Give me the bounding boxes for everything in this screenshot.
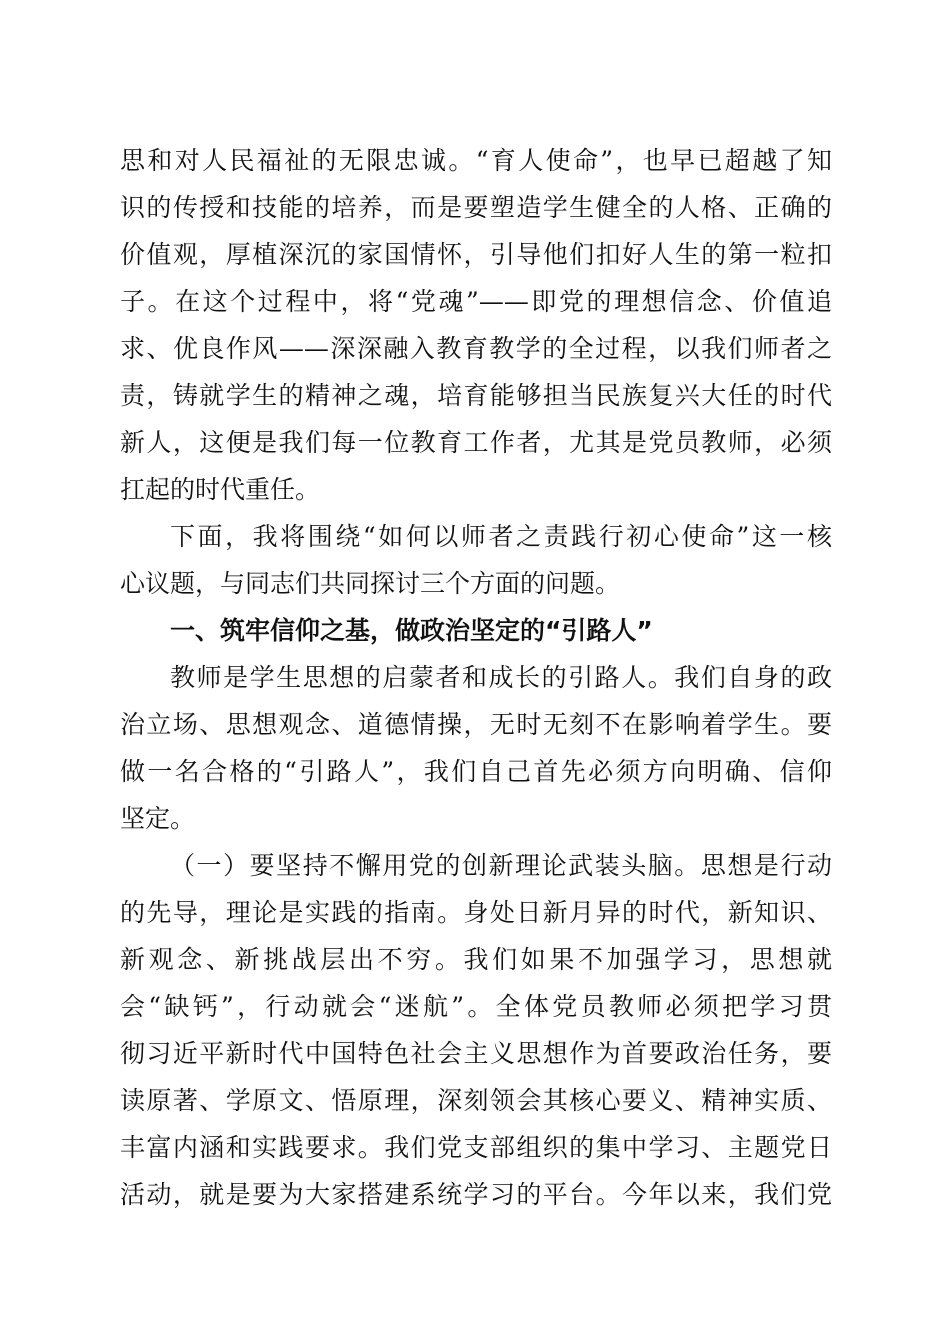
section-heading: 一、筑牢信仰之基，做政治坚定的“引路人” [170,616,653,645]
paragraph-line: 责，铸就学生的精神之魂，培育能够担当民族复兴大任的时代 [120,381,832,410]
paragraph-line: 心议题，与同志们共同探讨三个方面的问题。 [120,569,621,598]
paragraph-line: 的先导，理论是实践的指南。身处日新月异的时代，新知识、 [120,898,832,927]
paragraph-line: 价值观，厚植深沉的家国情怀，引导他们扣好人生的第一粒扣 [120,240,832,269]
paragraph-line: 教师是学生思想的启蒙者和成长的引路人。我们自身的政 [170,663,832,692]
paragraph-line: （一）要坚持不懈用党的创新理论武装头脑。思想是行动 [170,851,832,880]
paragraph-line: 思和对人民福祉的无限忠诚。“育人使命”，也早已超越了知 [120,146,832,175]
paragraph-line: 会“缺钙”，行动就会“迷航”。全体党员教师必须把学习贯 [120,992,832,1021]
paragraph-line: 活动，就是要为大家搭建系统学习的平台。今年以来，我们党 [120,1180,832,1209]
paragraph-line: 读原著、学原文、悟原理，深刻领会其核心要义、精神实质、 [120,1086,832,1115]
paragraph-line: 丰富内涵和实践要求。我们党支部组织的集中学习、主题党日 [120,1133,832,1162]
paragraph-line: 子。在这个过程中，将“党魂”——即党的理想信念、价值追 [120,287,832,316]
paragraph-line: 坚定。 [120,804,196,833]
paragraph-line: 新人，这便是我们每一位教育工作者，尤其是党员教师，必须 [120,428,832,457]
paragraph-line: 扛起的时代重任。 [120,475,321,504]
paragraph-line: 求、优良作风——深深融入教育教学的全过程，以我们师者之 [120,334,832,363]
document-body [120,137,832,1218]
paragraph-line: 彻习近平新时代中国特色社会主义思想作为首要政治任务，要 [120,1039,832,1068]
paragraph-line: 下面，我将围绕“如何以师者之责践行初心使命”这一核 [170,522,832,551]
paragraph-line: 治立场、思想观念、道德情操，无时无刻不在影响着学生。要 [120,710,832,739]
paragraph-line: 做一名合格的“引路人”，我们自己首先必须方向明确、信仰 [120,757,832,786]
paragraph-line: 新观念、新挑战层出不穷。我们如果不加强学习，思想就 [120,945,832,974]
paragraph-line: 识的传授和技能的培养，而是要塑造学生健全的人格、正确的 [120,193,832,222]
